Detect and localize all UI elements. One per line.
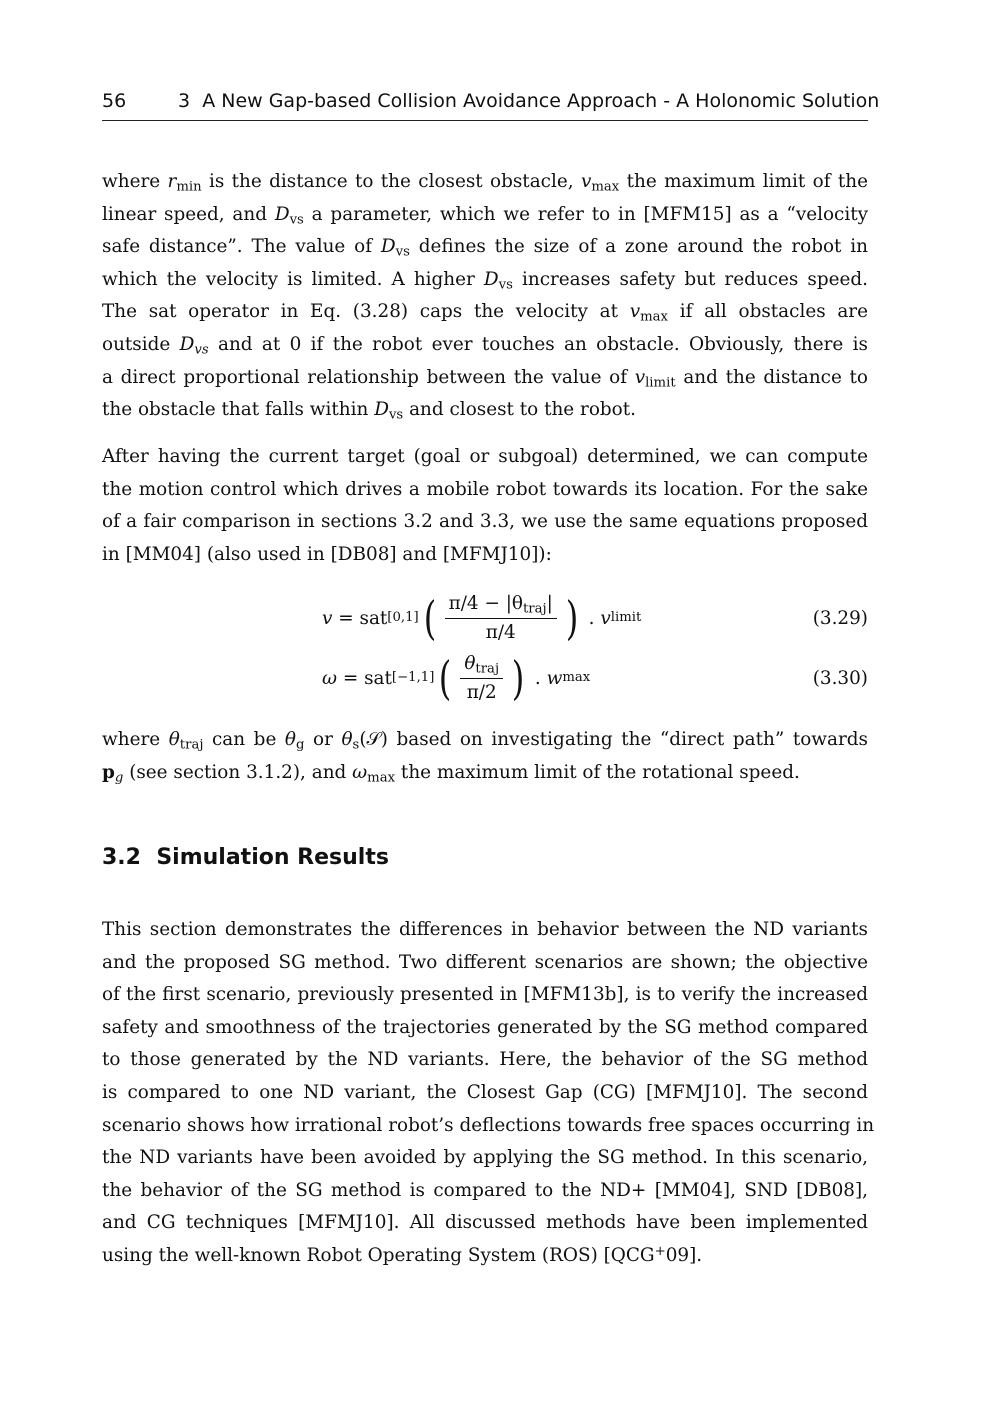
text-line: safe distance”. The value of $D_{vs}$ defines the size of a zone around the robot in [102,236,868,260]
paragraph-2 [102,441,868,571]
text-line: using the well-known Robot Operating System (ROS) [QCG+09]. [102,1243,703,1266]
text-line: outside $D_{vs}$ and at 0 if the robot ever touches an obstacle. Obviously, there is [102,333,868,358]
text-line: to those generated by the ND variants. Here, the behavior of the SG method [102,1049,868,1071]
equation-body: ω = sat [−1,1] ( $\frac{\theta_{traj}}{\pi/2}$ ) . w max [322,651,591,705]
chapter-title: A New Gap-based Collision Avoidance Approach - A Holonomic Solution [202,90,880,112]
section-number: 3.2 [102,845,141,870]
text-line: After having the current target (goal or subgoal) determined, we can compute [102,446,868,467]
text-line: a direct proportional relationship between the value of $v_{limit}$ and the distance to [102,366,868,391]
text-line: the motion control which drives a mobile robot towards its location. For the sake [102,478,868,500]
chapter-number: 3 [178,90,191,112]
equation-3-29 [102,588,868,648]
text-line: The sat operator in Eq. (3.28) caps the velocity at $v_{max}$ if all obstacles are [102,301,868,326]
text-line: and CG techniques [MFMJ10]. All discussed methods have been implemented [102,1212,868,1234]
running-header [102,88,880,121]
text-line: in [MM04] (also used in [DB08] and [MFMJ10]): [102,543,552,565]
equation-body: v = sat [0,1] ( $\frac{\pi/4 - |\theta_{traj}|}{\pi/4}$ ) . v limit [322,591,642,645]
text-line: the ND variants have been avoided by applying the SG method. In this scenario, [102,1147,868,1169]
text-line: of a fair comparison in sections 3.2 and 3.3, we use the same equations proposed [102,511,868,533]
section-heading [102,842,868,874]
text-line: safety and smoothness of the trajectories generated by the SG method compared [102,1016,868,1038]
paragraph-3 [102,724,868,789]
equation-3-30 [102,648,868,708]
fraction: $\frac{\theta_{traj}}{\pi/2}$ [460,652,503,705]
paragraph-4 [102,914,875,1273]
text-line: which the velocity is limited. A higher $D_{vs}$ increases safety but reduces speed. [102,268,868,293]
text-line: the obstacle that falls within $D_{vs}$ and closest to the robot. [102,399,636,423]
equation-number: (3.30) [812,667,868,689]
text-line: scenario shows how irrational robot’s deflections towards free spaces occurring in [102,1114,875,1136]
page-number: 56 [102,90,127,112]
section-title: Simulation Results [156,845,389,870]
text-line: is compared to one ND variant, the Closest Gap (CG) [MFMJ10]. The second [102,1081,868,1103]
fraction: $\frac{\pi/4 - |\theta_{traj}|}{\pi/4}$ [445,592,557,645]
text-line: of the first scenario, previously presented in [MFM13b], is to verify the increased [102,984,868,1006]
text-line: and the proposed SG method. Two different scenarios are shown; the objective [102,951,868,973]
text-line: where $\theta_{traj}$ can be $\theta_g$ or $\theta_s(𝒮)$ based on investigating the “direct path” towards [102,729,868,753]
text-line: $p_g$ (see section 3.1.2), and $\omega_{max}$ the maximum limit of the rotational speed. [102,761,800,786]
equation-number: (3.29) [812,607,868,629]
paragraph-1 [102,166,868,427]
text-line: where $r_{min}$ is the distance to the closest obstacle, $v_{max}$ the maximum limit of the [102,171,868,195]
text-line: This section demonstrates the differences in behavior between the ND variants [102,919,868,940]
text-line: linear speed, and $D_{vs}$ a parameter, which we refer to in [MFM15] as a “velocity [102,203,869,228]
header-chapter [178,88,879,114]
text-line: the behavior of the SG method is compared to the ND+ [MM04], SND [DB08], [102,1179,868,1201]
